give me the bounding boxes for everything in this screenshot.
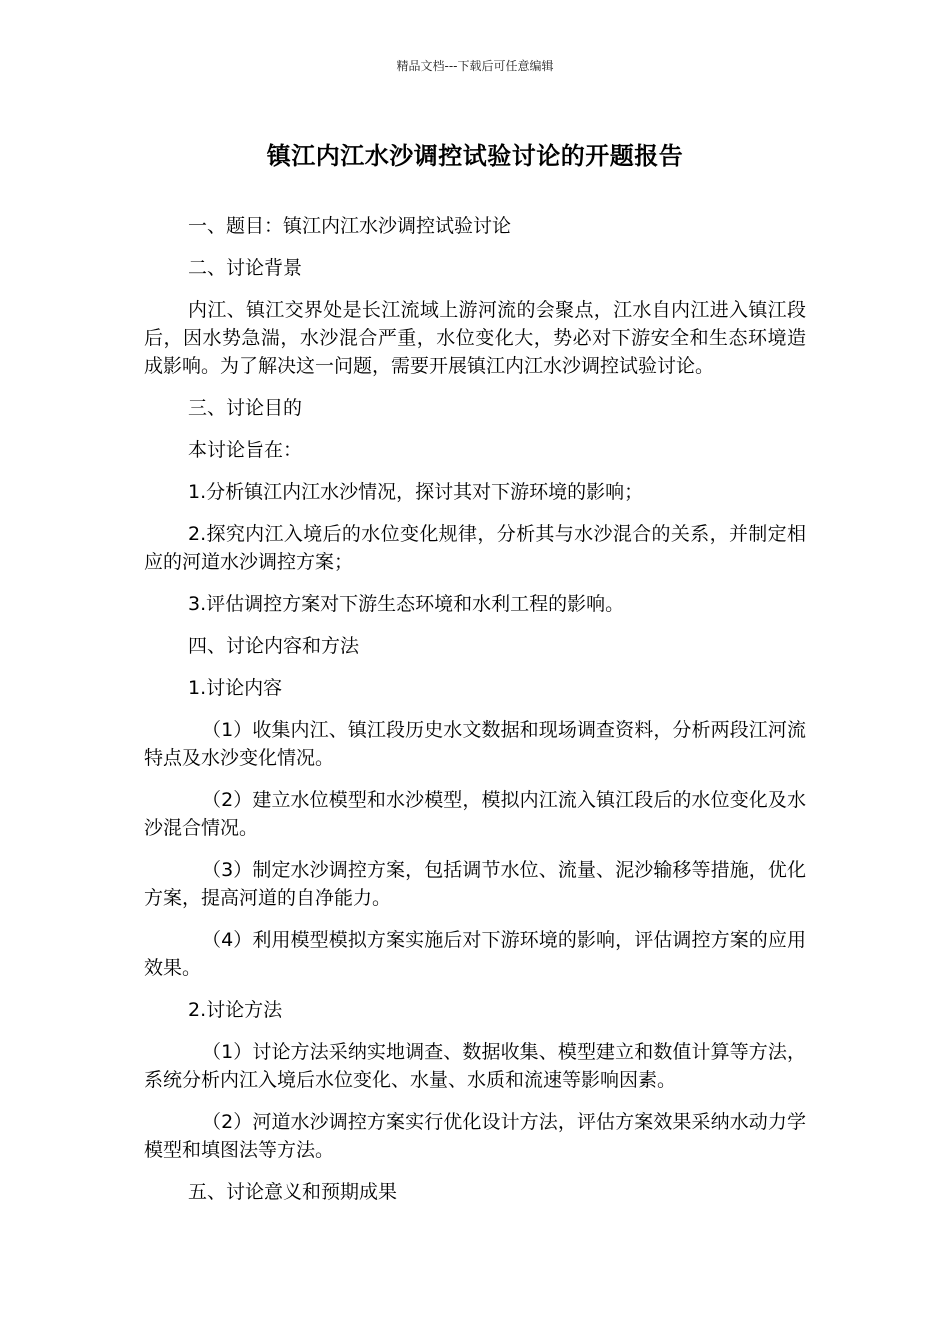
background-paragraph: 内江、镇江交界处是长江流域上游河流的会聚点，江水自内江进入镇江段后，因水势急湍，水沙混合严重，水位变化大，势必对下游安全和生态环境造成影响。为了解决这一问题，需要开展镇江内江水沙调控试验讨论。 xyxy=(144,299,806,377)
section-heading-background: 二、讨论背景 xyxy=(188,257,303,279)
content-item-2: （2）建立水位模型和水沙模型，模拟内江流入镇江段后的水位变化及水沙混合情况。 xyxy=(144,789,806,839)
content-item-4: （4）利用模型模拟方案实施后对下游环境的影响，评估调控方案的应用效果。 xyxy=(144,929,806,979)
document-title: 镇江内江水沙调控试验讨论的开题报告 xyxy=(266,142,684,170)
content-item-1: （1）收集内江、镇江段历史水文数据和现场调查资料，分析两段江河流特点及水沙变化情况。 xyxy=(144,719,806,769)
section-heading-topic: 一、题目：镇江内江水沙调控试验讨论 xyxy=(188,215,512,237)
section-heading-significance: 五、讨论意义和预期成果 xyxy=(188,1181,398,1203)
methods-item-1: （1）讨论方法采纳实地调查、数据收集、模型建立和数值计算等方法，系统分析内江入境后水位变化、水量、水质和流速等影响因素。 xyxy=(144,1041,806,1091)
purpose-item-1: 1.分析镇江内江水沙情况，探讨其对下游环境的影响； xyxy=(188,481,644,503)
purpose-item-2: 2.探究内江入境后的水位变化规律，分析其与水沙混合的关系，并制定相应的河道水沙调控方案； xyxy=(144,523,806,573)
purpose-intro: 本讨论旨在： xyxy=(188,439,303,461)
content-item-3: （3）制定水沙调控方案，包括调节水位、流量、泥沙输移等措施，优化方案，提高河道的自净能力。 xyxy=(144,859,806,909)
section-heading-content-methods: 四、讨论内容和方法 xyxy=(188,635,360,657)
document-body xyxy=(144,212,806,1220)
purpose-item-3: 3.评估调控方案对下游生态环境和水利工程的影响。 xyxy=(188,593,625,615)
header-note: 精品文档---下载后可任意编辑 xyxy=(396,59,554,73)
methods-item-2: （2）河道水沙调控方案实行优化设计方法，评估方案效果采纳水动力学模型和填图法等方法。 xyxy=(144,1111,806,1161)
subsection-heading-methods: 2.讨论方法 xyxy=(188,999,283,1021)
section-heading-purpose: 三、讨论目的 xyxy=(188,397,303,419)
subsection-heading-content: 1.讨论内容 xyxy=(188,677,283,699)
